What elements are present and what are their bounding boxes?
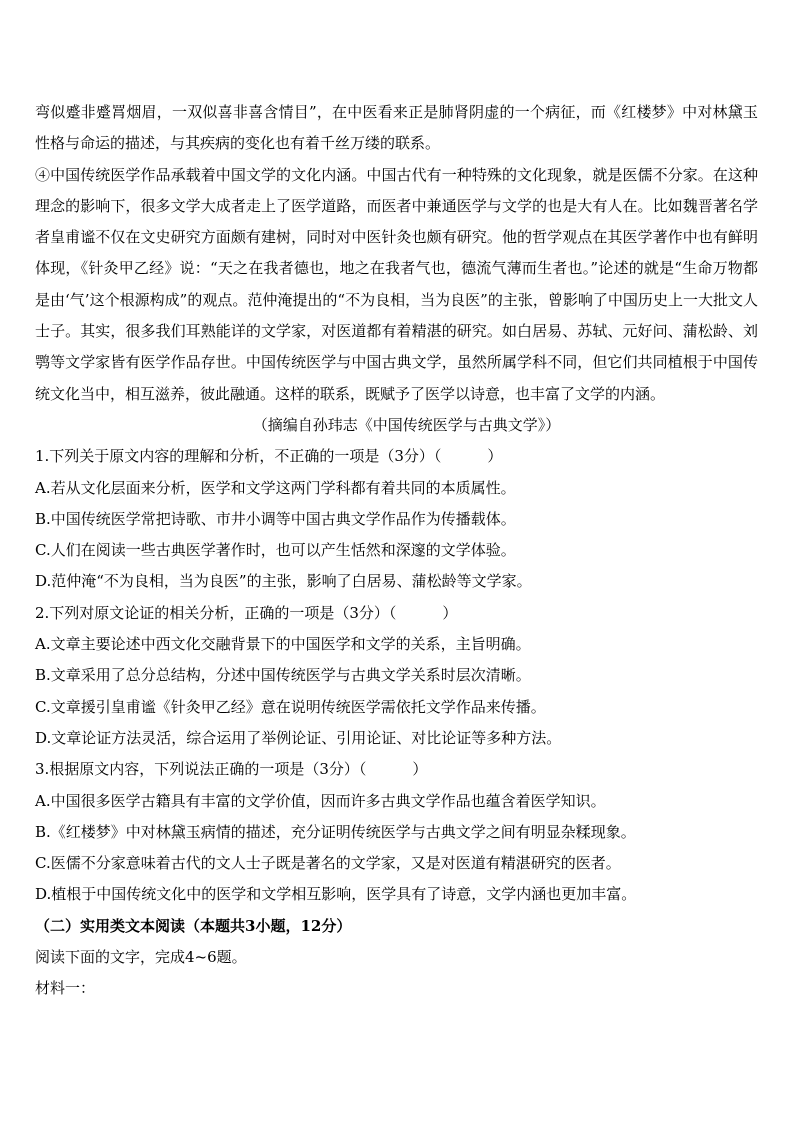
question-option: B.中国传统医学常把诗歌、市井小调等中国古典文学作品作为传播载体。 xyxy=(35,509,516,528)
question-stem: 3.根据原文内容，下列说法正确的一项是（3分）（ ） xyxy=(35,760,428,779)
question-3 xyxy=(35,754,758,910)
passage-paragraph-continued: 弯似蹙非蹙罥烟眉，一双似喜非喜含情目”，在中医看来正是肺肾阴虚的一个病征，而《红楼梦》中对林黛玉性格与命运的描述，与其疾病的变化也有着千丝万缕的联系。 xyxy=(35,103,758,153)
question-option: B.文章采用了总分总结构，分述中国传统医学与古典文学关系时层次清晰。 xyxy=(35,666,531,685)
passage-source: （摘编自孙玮志《中国传统医学与古典文学》） xyxy=(252,415,561,434)
question-option: D.植根于中国传统文化中的医学和文学相互影响，医学具有了诗意，文学内涵也更加丰富。 xyxy=(35,885,637,904)
question-option: C.人们在阅读一些古典医学著作时，也可以产生恬然和深邃的文学体验。 xyxy=(35,541,516,560)
question-stem: 2.下列对原文论证的相关分析，正确的一项是（3分）（ ） xyxy=(35,603,458,622)
material-label: 材料一： xyxy=(35,979,96,998)
passage-paragraph-4: ④中国传统医学作品承载着中国文学的文化内涵。中国古代有一种特殊的文化现象，就是医儒不分家。在这种理念的影响下，很多文学大成者走上了医学道路，而医者中兼通医学与文学的也是大有人在。比如魏晋著名学者皇甫谧不仅在文史研究方面颇有建树，同时对中医针灸也颇有研究。他的哲学观点在其医学著作中也有鲜明体现，《针灸甲乙经》说：“天之在我者德也，地之在我者气也，德流气薄而生者也。”论述的就是“生命万物都是由‘气’这个根源构成”的观点。范仲淹提出的“不为良相，当为良医”的主张，曾影响了中国历史上一大批文人士子。其实，很多我们耳熟能详的文学家，对医道都有着精湛的研究。如白居易、苏轼、元好问、蒲松龄、刘鹗等文学家皆有医学作品存世。中国传统医学与中国古典文学，虽然所属学科不同，但它们共同植根于中国传统文化当中，相互滋养，彼此融通。这样的联系，既赋予了医学以诗意，也丰富了文学的内涵。 xyxy=(35,165,758,403)
question-option: C.医儒不分家意味着古代的文人士子既是著名的文学家，又是对医道有精湛研究的医者。 xyxy=(35,854,621,873)
question-option: C.文章援引皇甫谧《针灸甲乙经》意在说明传统医学需依托文学作品来传播。 xyxy=(35,697,546,716)
question-1 xyxy=(35,441,758,597)
question-option: B.《红楼梦》中对林黛玉病情的描述，充分证明传统医学与古典文学之间有明显杂糅现象。 xyxy=(35,822,636,841)
question-option: A.文章主要论述中西文化交融背景下的中国医学和文学的关系，主旨明确。 xyxy=(35,635,531,654)
question-option: A.若从文化层面来分析，医学和文学这两门学科都有着共同的本质属性。 xyxy=(35,478,516,497)
question-stem: 1.下列关于原文内容的理解和分析，不正确的一项是（3分）（ ） xyxy=(35,447,503,466)
question-option: A.中国很多医学古籍具有丰富的文学价值，因而许多古典文学作品也蕴含着医学知识。 xyxy=(35,791,606,810)
section-instruction: 阅读下面的文字，完成4~6题。 xyxy=(35,948,247,967)
question-option: D.范仲淹“不为良相，当为良医”的主张，影响了白居易、蒲松龄等文学家。 xyxy=(35,572,532,591)
question-2 xyxy=(35,598,758,754)
section-heading: （二）实用类文本阅读（本题共3小题，12分） xyxy=(35,916,352,935)
question-option: D.文章论证方法灵活，综合运用了举例论证、引用论证、对比论证等多种方法。 xyxy=(35,728,562,747)
